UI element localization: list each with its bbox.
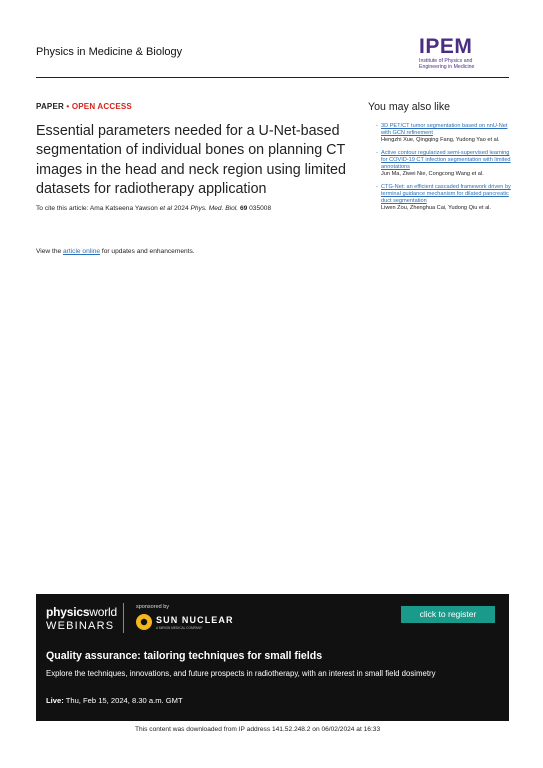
article-title: Essential parameters needed for a U-Net-based segmentation of individual bones on planning CT images in the head and neck region using limited datasets for radiotherapy application [36, 123, 346, 198]
also-like-item-authors: Liwen Zou, Zhenghua Cai, Yudong Qiu et al. [381, 205, 491, 211]
also-like-item-title[interactable]: 3D PET/CT tumor segmentation based on nnU-Net with GCN refinement [381, 123, 508, 136]
also-like-item [376, 184, 511, 212]
ipem-logo-abbr: IPEM [419, 35, 473, 58]
also-like-item-authors: Jun Ma, Ziwei Nie, Congcong Wang et al. [381, 171, 484, 177]
header-rule [36, 77, 509, 78]
ipem-logo-line1: Institute of Physics and [419, 58, 473, 64]
ipem-logo-line2: Engineering in Medicine [419, 64, 475, 70]
label-separator: • [63, 102, 72, 111]
also-like-heading: You may also like [368, 101, 451, 113]
webinar-live-date [46, 696, 183, 705]
banner-divider [123, 603, 124, 633]
sun-icon [136, 614, 152, 630]
also-like-item [376, 150, 511, 178]
brand-world: world [89, 605, 117, 619]
also-like-item-title[interactable]: CTG-Net: an efficient cascaded framework driven by terminal guidance mechanism for dilated pancreatic duct segmentation [381, 184, 511, 204]
also-like-item-authors: Hengzhi Xue, Qingqing Fang, Yudong Yao et al. [381, 137, 500, 143]
citation-journal: Phys. Med. Biol. [190, 205, 239, 212]
also-like-item [376, 123, 511, 144]
citation [36, 205, 271, 212]
paper-type: PAPER [36, 102, 64, 111]
view-online-prefix: View the [36, 248, 64, 255]
sun-nuclear-logo-icon [136, 614, 152, 630]
citation-etal: et al [159, 205, 173, 212]
sponsor-tagline: A MIRION MEDICAL COMPANY [156, 626, 203, 630]
brand-physics: physics [46, 605, 90, 619]
register-button[interactable]: click to register [401, 606, 495, 623]
list-dash: - [376, 123, 378, 129]
ipem-logo[interactable] [419, 36, 495, 70]
webinars-label: WEBINARS [46, 620, 115, 632]
citation-volume: 69 [239, 205, 248, 212]
sponsor-name: SUN NUCLEAR [156, 615, 234, 625]
live-date-value: Thu, Feb 15, 2024, 8.30 a.m. GMT [63, 696, 183, 705]
journal-name: Physics in Medicine & Biology [36, 46, 183, 58]
list-dash: - [376, 184, 378, 190]
citation-prefix: To cite this article: Ama Katseena Yawson [36, 205, 160, 212]
sponsored-by-label: sponsored by [136, 604, 170, 610]
also-like-list [376, 123, 511, 218]
paper-label [36, 102, 132, 111]
download-footer: This content was downloaded from IP address 141.52.248.2 on 06/02/2024 at 16:33 [135, 726, 381, 733]
physicsworld-logo [46, 605, 117, 619]
view-online-suffix: for updates and enhancements. [100, 248, 195, 255]
citation-number: 035008 [247, 205, 272, 212]
also-like-item-title[interactable]: Active contour regularized semi-supervised learning for COVID-19 CT infection segmentation with limited annotations [381, 150, 511, 170]
view-online [36, 248, 195, 255]
open-access-badge: OPEN ACCESS [71, 102, 132, 111]
list-dash: - [376, 150, 378, 156]
live-label: Live: [46, 696, 64, 705]
webinar-subtitle: Explore the techniques, innovations, and future prospects in radiotherapy, with an interest in small field dosimetry [46, 669, 436, 678]
citation-year: 2024 [172, 205, 191, 212]
webinar-banner[interactable] [36, 594, 509, 721]
webinar-title: Quality assurance: tailoring techniques for small fields [46, 650, 323, 662]
article-online-link[interactable]: article online [63, 248, 101, 255]
